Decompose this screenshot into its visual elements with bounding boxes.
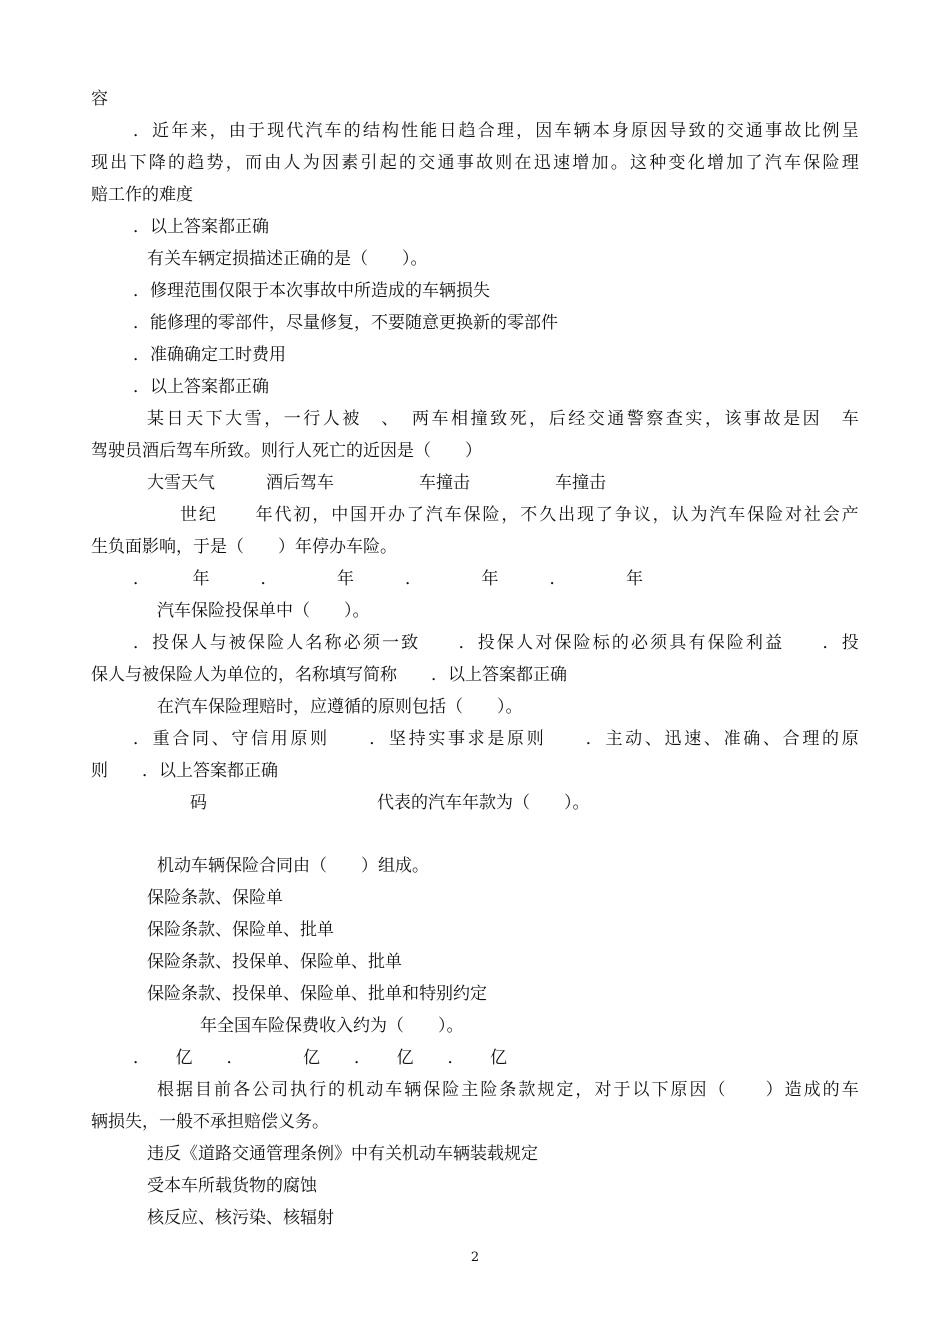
text-line: 受本车所载货物的腐蚀 [147,1176,317,1196]
text-line: 机动车辆保险合同由（ ）组成。 [157,856,429,876]
text-line: ．能修理的零部件，尽量修复，不要随意更换新的零部件 [133,313,558,333]
text-line: 核反应、核污染、核辐射 [147,1208,334,1228]
text-line: 现出下降的趋势，而由人为因素引起的交通事故则在迅速增加。这种变化增加了汽车保险理 [91,153,859,173]
text-line: 赔工作的难度 [91,185,193,205]
text-line: ．准确确定工时费用 [133,345,286,365]
text-line: 码 代表的汽车年款为（ ）。 [190,793,590,813]
text-line: 保人与被保险人为单位的，名称填写简称 ．以上答案都正确 [91,665,567,685]
text-line: ．投保人与被保险人名称必须一致 ．投保人对保险标的必须具有保险利益 ．投 [133,633,859,653]
text-line: ．重合同、守信用原则 ．坚持实事求是原则 ．主动、迅速、准确、合理的原 [133,729,859,749]
text-line: ． 亿 ． 亿 ． 亿 ． 亿 [133,1048,507,1068]
text-line: 生负面影响，于是（ ）年停办车险。 [91,537,397,557]
text-line: 在汽车保险理赔时，应遵循的原则包括（ ）。 [157,697,523,717]
text-line: 有关车辆定损描述正确的是（ ）。 [147,249,428,269]
text-line: 违反《道路交通管理条例》中有关机动车辆装载规定 [147,1144,538,1164]
text-line: 保险条款、投保单、保险单、批单 [147,952,402,972]
text-line: 大雪天气 酒后驾车 车撞击 车撞击 [147,473,606,493]
page-number: 2 [470,1250,480,1265]
text-line: 汽车保险投保单中（ ）。 [157,601,370,621]
text-line: ． 年 ． 年 ． 年 ． 年 [133,569,643,589]
text-line: 保险条款、投保单、保险单、批单和特别约定 [147,984,487,1004]
text-line: ．以上答案都正确 [133,377,269,397]
text-line: 年全国车险保费收入约为（ ）。 [200,1016,464,1036]
text-line: 保险条款、保险单、批单 [147,920,334,940]
text-line: 容 [91,89,108,109]
text-line: 辆损失，一般不承担赔偿义务。 [91,1112,329,1132]
text-line: ．以上答案都正确 [133,217,269,237]
text-line: 根据目前各公司执行的机动车辆保险主险条款规定，对于以下原因（ ）造成的车 [157,1080,859,1100]
text-line: ．近年来，由于现代汽车的结构性能日趋合理，因车辆本身原因导致的交通事故比例呈 [133,121,859,141]
text-line: 某日天下大雪，一行人被 、 两车相撞致死，后经交通警察查实，该事故是因 车 [147,409,859,429]
text-line: 驾驶员酒后驾车所致。则行人死亡的近因是（ ） [91,441,482,461]
text-line: 保险条款、保险单 [147,888,283,908]
text-line: ．修理范围仅限于本次事故中所造成的车辆损失 [133,281,490,301]
text-line: 则 ．以上答案都正确 [91,761,278,781]
text-line: 世纪 年代初，中国开办了汽车保险，不久出现了争议，认为汽车保险对社会产 [180,505,859,525]
